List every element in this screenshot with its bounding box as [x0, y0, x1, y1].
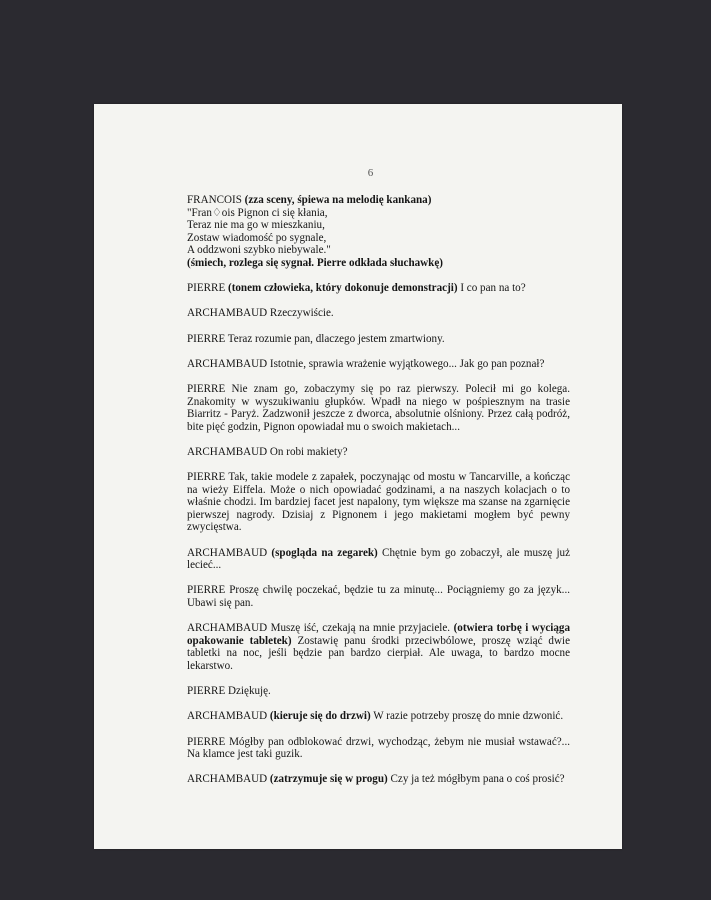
line: [187, 194, 570, 207]
speaker-name: PIERRE: [187, 685, 226, 698]
dialogue-text: Proszę chwilę poczekać, będzie tu za minutę... Pociągniemy go za język... Ubawi się pan.: [187, 584, 570, 609]
dialogue-line: [187, 333, 570, 346]
dialogue-line: [187, 584, 570, 609]
stage-direction: (śmiech, rozlega się sygnał. Pierre odkłada słuchawkę): [187, 256, 443, 269]
dialogue-text: Chętnie bym go zobaczył, ale muszę już lecieć...: [187, 546, 571, 572]
speaker-name: PIERRE: [187, 282, 226, 295]
page-number: 6: [367, 167, 374, 179]
dialogue-text: W razie potrzeby proszę do mnie dzwonić.: [373, 710, 564, 723]
dialogue-line: [187, 383, 570, 433]
dialogue-text: On robi makiety?: [269, 445, 348, 458]
dialogue-line: [187, 736, 570, 761]
dialogue-text: Teraz rozumie pan, dlaczego jestem zmartwiony.: [227, 332, 445, 345]
speaker-name: ARCHAMBAUD: [187, 546, 268, 559]
stage-direction: (kieruje się do drzwi): [269, 710, 371, 723]
script-page: [94, 104, 622, 849]
song-line: A oddzwoni szybko niebywale.": [187, 244, 331, 257]
dialogue-line: [187, 773, 570, 786]
song-block: [187, 194, 570, 270]
speaker-name: ARCHAMBAUD: [187, 710, 268, 723]
dialogue-text: Dziękuję.: [228, 685, 271, 698]
speaker-name: ARCHAMBAUD: [187, 622, 268, 635]
speaker-name: FRANCOIS: [187, 194, 242, 206]
dialogue-content: [187, 194, 570, 799]
dialogue-text: Zostawię panu środki przeciwbólowe, proszę wziąć dwie tabletki na noc, jeśli będzie pan bardzo cierpiał. Ale uwaga, to bardzo mocne lekarstwo.: [187, 634, 570, 672]
dialogue-line: [187, 710, 570, 723]
dialogue-line: [187, 471, 570, 534]
speaker-name: PIERRE: [187, 735, 226, 748]
dialogue-text: Muszę iść, czekają na mnie przyjaciele.: [270, 622, 451, 635]
speaker-name: PIERRE: [187, 332, 226, 345]
speaker-name: PIERRE: [187, 382, 226, 395]
stage-direction: (otwiera torbę i wyciąga opakowanie tabletek): [187, 622, 571, 647]
stage-direction: (tonem człowieka, który dokonuje demonstracji): [228, 282, 458, 295]
song-line: Teraz nie ma go w mieszkaniu,: [187, 219, 325, 232]
dialogue-text: Rzeczywiście.: [269, 307, 334, 320]
dialogue-text: I co pan na to?: [460, 282, 526, 295]
speaker-name: ARCHAMBAUD: [187, 307, 268, 320]
dialogue-line: [187, 282, 570, 295]
dialogue-line: [187, 622, 570, 672]
dialogue-text: Czy ja też mógłbym pana o coś prosić?: [390, 773, 565, 786]
stage-direction: (spogląda na zegarek): [271, 546, 378, 559]
dialogue-line: [187, 307, 570, 320]
dialogue-line: [187, 547, 570, 572]
speaker-name: PIERRE: [187, 471, 226, 484]
dialogue-line: [187, 446, 570, 459]
song-line: Zostaw wiadomość po sygnale,: [187, 231, 327, 244]
dialogue-line: [187, 358, 570, 371]
line: [187, 257, 570, 270]
dialogue-text: Tak, takie modele z zapałek, poczynając od mostu w Tancarville, a kończąc na wieży Eiffela. Może o nich opowiadać godzinami, a na naszych kolacjach o to właśnie chodzi. Im bardziej facet jest napalony, tym większe ma szanse na zgarnięcie pierwszej nagrody. Dzisiaj z Pignonem i jego makietami mogłem być pewny zwycięstwa.: [187, 471, 570, 534]
speaker-name: ARCHAMBAUD: [187, 445, 268, 458]
speaker-name: ARCHAMBAUD: [187, 773, 268, 786]
stage-direction: (zza sceny, śpiewa na melodię kankana): [244, 194, 432, 206]
dialogue-text: Istotnie, sprawia wrażenie wyjątkowego... Jak go pan poznał?: [269, 357, 545, 370]
speaker-name: ARCHAMBAUD: [187, 357, 268, 370]
dialogue-text: Mógłby pan odblokować drzwi, wychodząc, żebym nie musiał wstawać?... Na klamce jest taki guzik.: [187, 735, 570, 761]
speaker-name: PIERRE: [187, 584, 226, 597]
dialogue-line: [187, 685, 570, 698]
dialogue-text: Nie znam go, zobaczymy się po raz pierwszy. Polecił mi go kolega. Znakomity w wyszukiwaniu głupków. Wpadł na niego w pośpiesznym na trasie Biarritz - Paryż. Zadzwonił jeszcze z dworca, absolutnie olśniony. Przez całą podróż, bite pięć godzin, Pignon opowiadał mu o swoich makietach...: [187, 382, 570, 433]
song-line: "Fran♢ois Pignon ci się kłania,: [187, 206, 328, 219]
stage-direction: (zatrzymuje się w progu): [269, 773, 388, 786]
